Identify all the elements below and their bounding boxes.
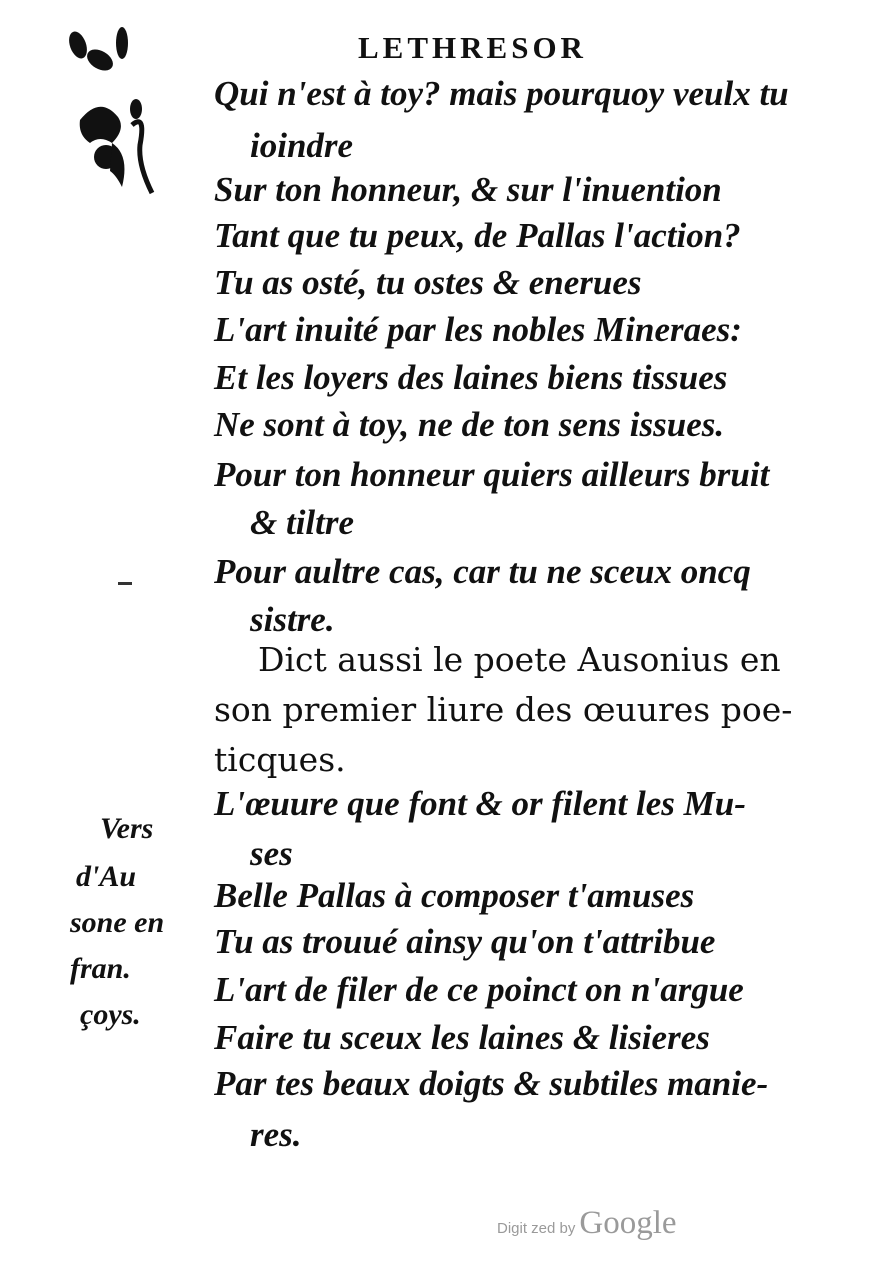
verse-line: Par tes beaux doigts & subtiles manie- [214, 1064, 769, 1103]
margin-note-line: sone en [70, 906, 165, 939]
verse-line: L'art de filer de ce poinct on n'argue [214, 970, 744, 1009]
verse-line: Tu as osté, tu ostes & enerues [214, 263, 642, 302]
verse-line: Pour ton honneur quiers ailleurs bruit [214, 455, 770, 494]
margin-note-line: fran. [70, 952, 131, 985]
verse-line: Tu as trouué ainsy qu'on t'attribue [214, 922, 716, 961]
digitization-watermark [497, 1205, 677, 1242]
verse-line: Ne sont à toy, ne de ton sens issues. [214, 405, 725, 444]
verse-line: L'œuure que font & or filent les Mu- [214, 784, 746, 823]
google-brand-label: Google [579, 1205, 677, 1241]
verse-line: ses [250, 834, 293, 873]
margin-note-line: Vers [100, 812, 154, 845]
prose-line: ticques. [214, 740, 346, 779]
verse-line: Faire tu sceux les laines & lisieres [214, 1018, 710, 1057]
decorative-ornament-icon [60, 25, 170, 205]
verse-line: res. [250, 1115, 302, 1154]
running-header: LETHRESOR [358, 30, 587, 65]
verse-line: Sur ton honneur, & sur l'inuention [214, 170, 722, 209]
verse-line: ioindre [250, 126, 354, 165]
verse-line: Belle Pallas à composer t'amuses [214, 876, 695, 915]
verse-line: Qui n'est à toy? mais pourquoy veulx tu [214, 74, 789, 113]
verse-line: & tiltre [250, 503, 355, 542]
margin-note-line: çoys. [80, 998, 141, 1031]
verse-line: sistre. [250, 600, 335, 639]
verse-line: L'art inuité par les nobles Mineraes: [214, 310, 742, 349]
prose-line: son premier liure des œuures poe- [214, 690, 793, 729]
verse-line: Et les loyers des laines biens tissues [214, 358, 728, 397]
verse-line: Tant que tu peux, de Pallas l'action? [214, 216, 741, 255]
verse-line: Pour aultre cas, car tu ne sceux oncq [214, 552, 751, 591]
digitized-label: Digit zed by [497, 1220, 576, 1237]
margin-dash [118, 582, 132, 585]
prose-line: Dict aussi le poete Ausonius en [258, 640, 781, 679]
margin-note-line: d'Au [76, 860, 137, 893]
